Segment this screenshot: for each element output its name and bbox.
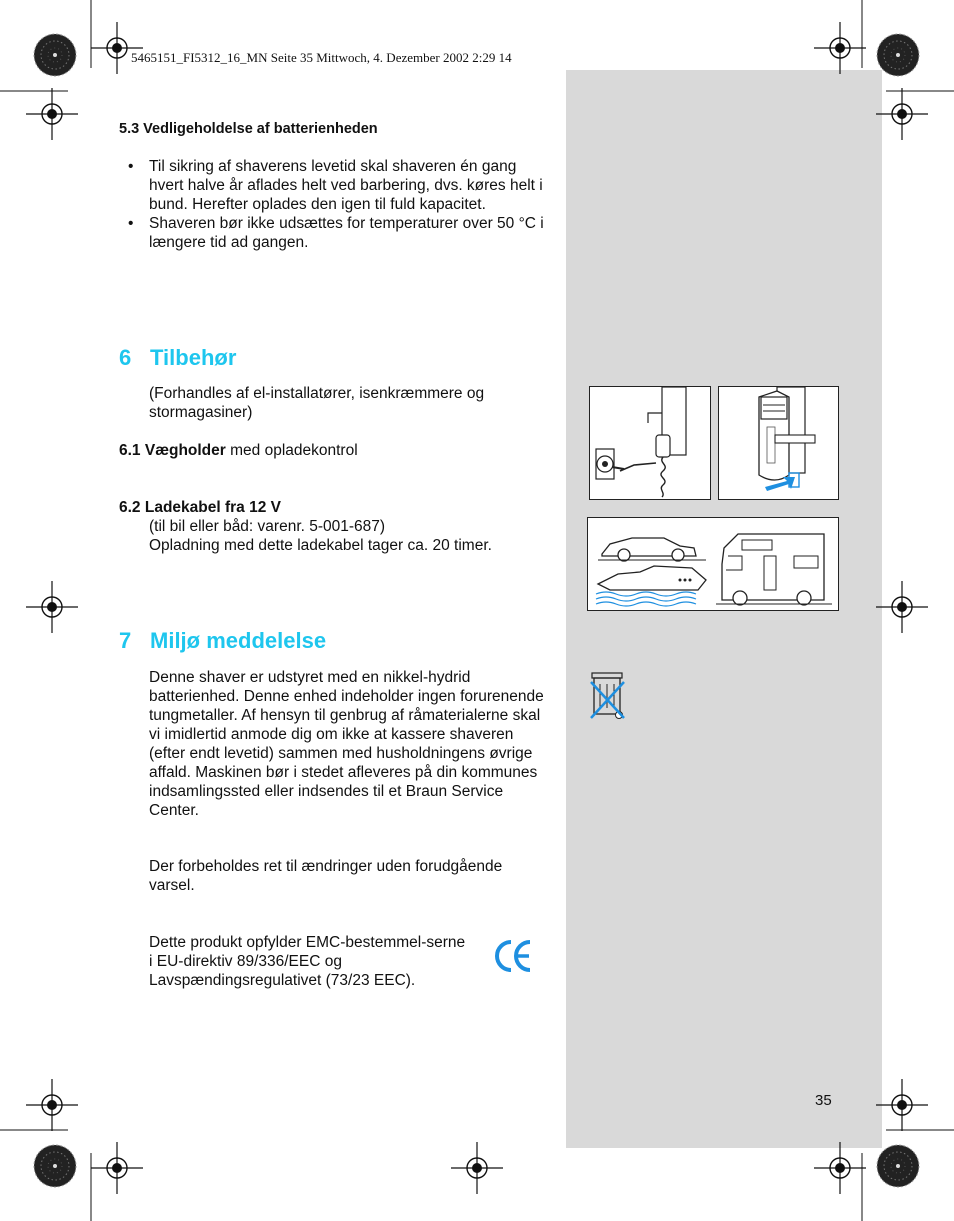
section-7-paragraph-2: Der forbeholdes ret til ændringer uden forudgående varsel. <box>149 858 503 894</box>
item-6-1-label: 6.1 Vægholder <box>119 442 226 459</box>
registration-mark <box>26 581 78 633</box>
vehicles-illustration <box>587 517 839 611</box>
registration-mark <box>26 1079 78 1131</box>
item-6-2-heading: 6.2 Ladekabel fra 12 V <box>119 499 281 516</box>
section-6-intro: (Forhandles af el-installatører, isenkræmmere og stormagasiner) <box>149 385 485 421</box>
section-7-paragraph-1: Denne shaver er udstyret med en nikkel-hydrid batterienhed. Denne enhed indeholder ingen forurenende tungmetaller. Af hensyn til genbrug af råmaterialerne skal vi imidlertid anmode dig om ikke at kassere shaveren (efter endt levetid) sammen med husholdningens øvrige affald. Maskinen bør i stedet afleveres på din kommunes indsamlingssted eller indsendes til et Braun Service Center. <box>149 669 544 819</box>
wall-holder-illustration <box>589 386 711 500</box>
crossed-bin-icon <box>588 670 628 722</box>
starburst-mark <box>34 1145 76 1187</box>
section-7-heading <box>119 628 326 654</box>
section-5-3-list <box>128 157 548 252</box>
section-5-3-heading: 5.3 Vedligeholdelse af batterienheden <box>119 121 378 137</box>
registration-mark <box>876 88 928 140</box>
print-slug: 5465151_FI5312_16_MN Seite 35 Mittwoch, 4. Dezember 2002 2:29 14 <box>131 50 512 65</box>
section-number: 6 <box>119 345 132 370</box>
section-number: 7 <box>119 628 132 653</box>
registration-mark <box>876 1079 928 1131</box>
registration-mark <box>26 88 78 140</box>
list-item: • Shaveren bør ikke udsættes for temperaturer over 50 °C i længere tid ad gangen. <box>128 214 544 252</box>
item-6-1-rest: med opladekontrol <box>225 442 358 459</box>
page-number: 35 <box>815 1092 832 1109</box>
registration-mark <box>91 22 143 74</box>
shaver-in-holder-illustration <box>718 386 839 500</box>
section-6-heading <box>119 345 236 371</box>
starburst-mark <box>877 1145 919 1187</box>
starburst-mark <box>34 34 76 76</box>
registration-mark <box>876 581 928 633</box>
ce-mark-icon <box>494 938 534 974</box>
starburst-mark <box>877 34 919 76</box>
registration-mark <box>451 1142 503 1194</box>
list-item: • Til sikring af shaverens levetid skal shaveren én gang hvert halve år aflades helt ved barbering, dvs. køres helt i bund. Herefter oplades den igen til fuld kapacitet. <box>128 157 544 214</box>
section-title: Miljø meddelelse <box>150 628 327 653</box>
registration-mark <box>814 1142 866 1194</box>
section-title: Tilbehør <box>150 345 237 370</box>
section-7-paragraph-3: Dette produkt opfylder EMC-bestemmel-serne i EU-direktiv 89/336/EEC og Lavspændingsregulativet (73/23 EEC). <box>149 934 466 989</box>
registration-mark <box>814 22 866 74</box>
item-6-2-line2: Opladning med dette ladekabel tager ca. 20 timer. <box>149 537 492 554</box>
item-6-1-heading <box>119 441 358 460</box>
item-6-2-line1: (til bil eller båd: varenr. 5-001-687) <box>149 518 386 535</box>
registration-mark <box>91 1142 143 1194</box>
